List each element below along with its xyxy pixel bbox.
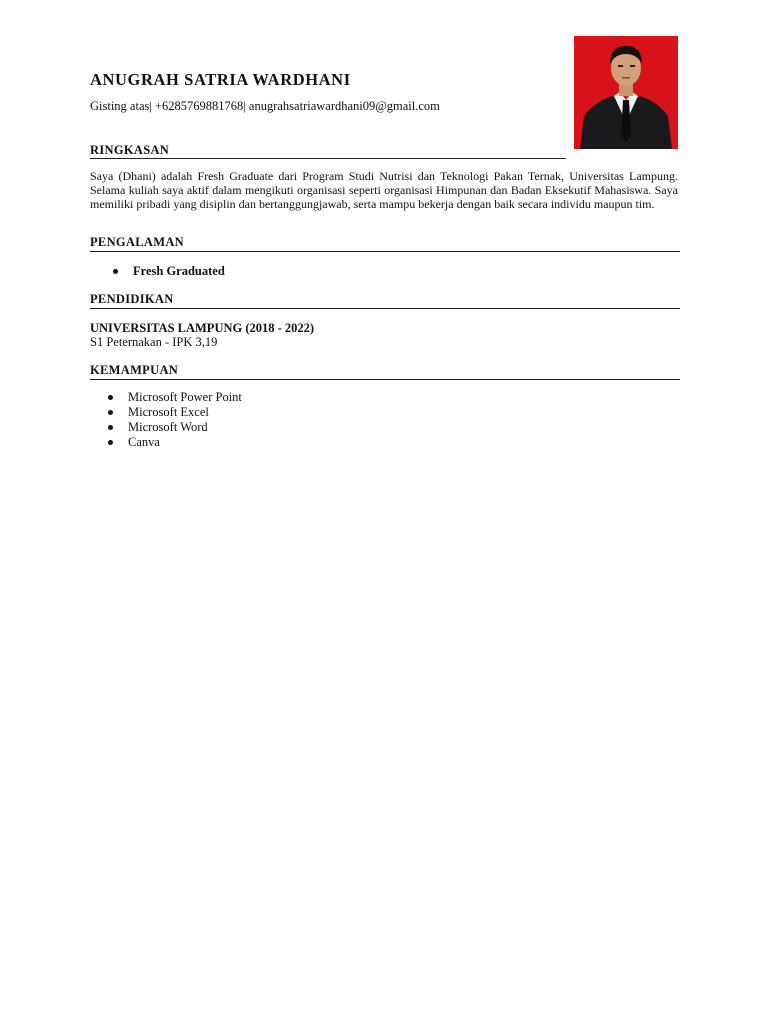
education-degree: S1 Peternakan - IPK 3,19 — [90, 335, 218, 349]
bullet-icon — [108, 395, 113, 400]
bullet-icon — [113, 269, 118, 274]
section-title-summary: RINGKASAN — [90, 143, 170, 157]
contact-info: Gisting atas| +6285769881768| anugrahsatriawardhani09@gmail.com — [90, 99, 440, 113]
bullet-icon — [108, 410, 113, 415]
list-item — [108, 390, 242, 405]
section-divider — [90, 379, 680, 380]
skill-item: Microsoft Power Point — [128, 390, 242, 404]
skill-item: Microsoft Excel — [128, 405, 209, 419]
person-icon — [574, 36, 678, 149]
section-title-skills: KEMAMPUAN — [90, 363, 179, 377]
list-item — [108, 405, 242, 420]
summary-text: Saya (Dhani) adalah Fresh Graduate dari Program Studi Nutrisi dan Teknologi Pakan Ternak, Universitas Lampung. Selama kuliah saya aktif dalam mengikuti organisasi seperti organisasi Himpunan dan Badan Eksekutif Mahasiswa. Saya memiliki pribadi yang disiplin dan bertanggungjawab, serta mampu bekerja dengan baik secara individu maupun tim. — [90, 169, 678, 211]
section-title-education: PENDIDIKAN — [90, 292, 174, 306]
experience-list — [113, 264, 225, 279]
section-divider — [90, 158, 566, 159]
skill-item: Microsoft Word — [128, 420, 208, 434]
bullet-icon — [108, 425, 113, 430]
section-title-experience: PENGALAMAN — [90, 235, 184, 249]
list-item — [108, 420, 242, 435]
experience-item: Fresh Graduated — [133, 264, 225, 278]
list-item — [108, 435, 242, 450]
section-divider — [90, 308, 680, 309]
education-school: UNIVERSITAS LAMPUNG (2018 - 2022) — [90, 321, 315, 335]
profile-photo — [574, 36, 678, 149]
skills-list — [108, 390, 242, 450]
list-item — [113, 264, 225, 279]
bullet-icon — [108, 440, 113, 445]
section-divider — [90, 251, 680, 252]
skill-item: Canva — [128, 435, 160, 449]
candidate-name: ANUGRAH SATRIA WARDHANI — [90, 70, 351, 89]
